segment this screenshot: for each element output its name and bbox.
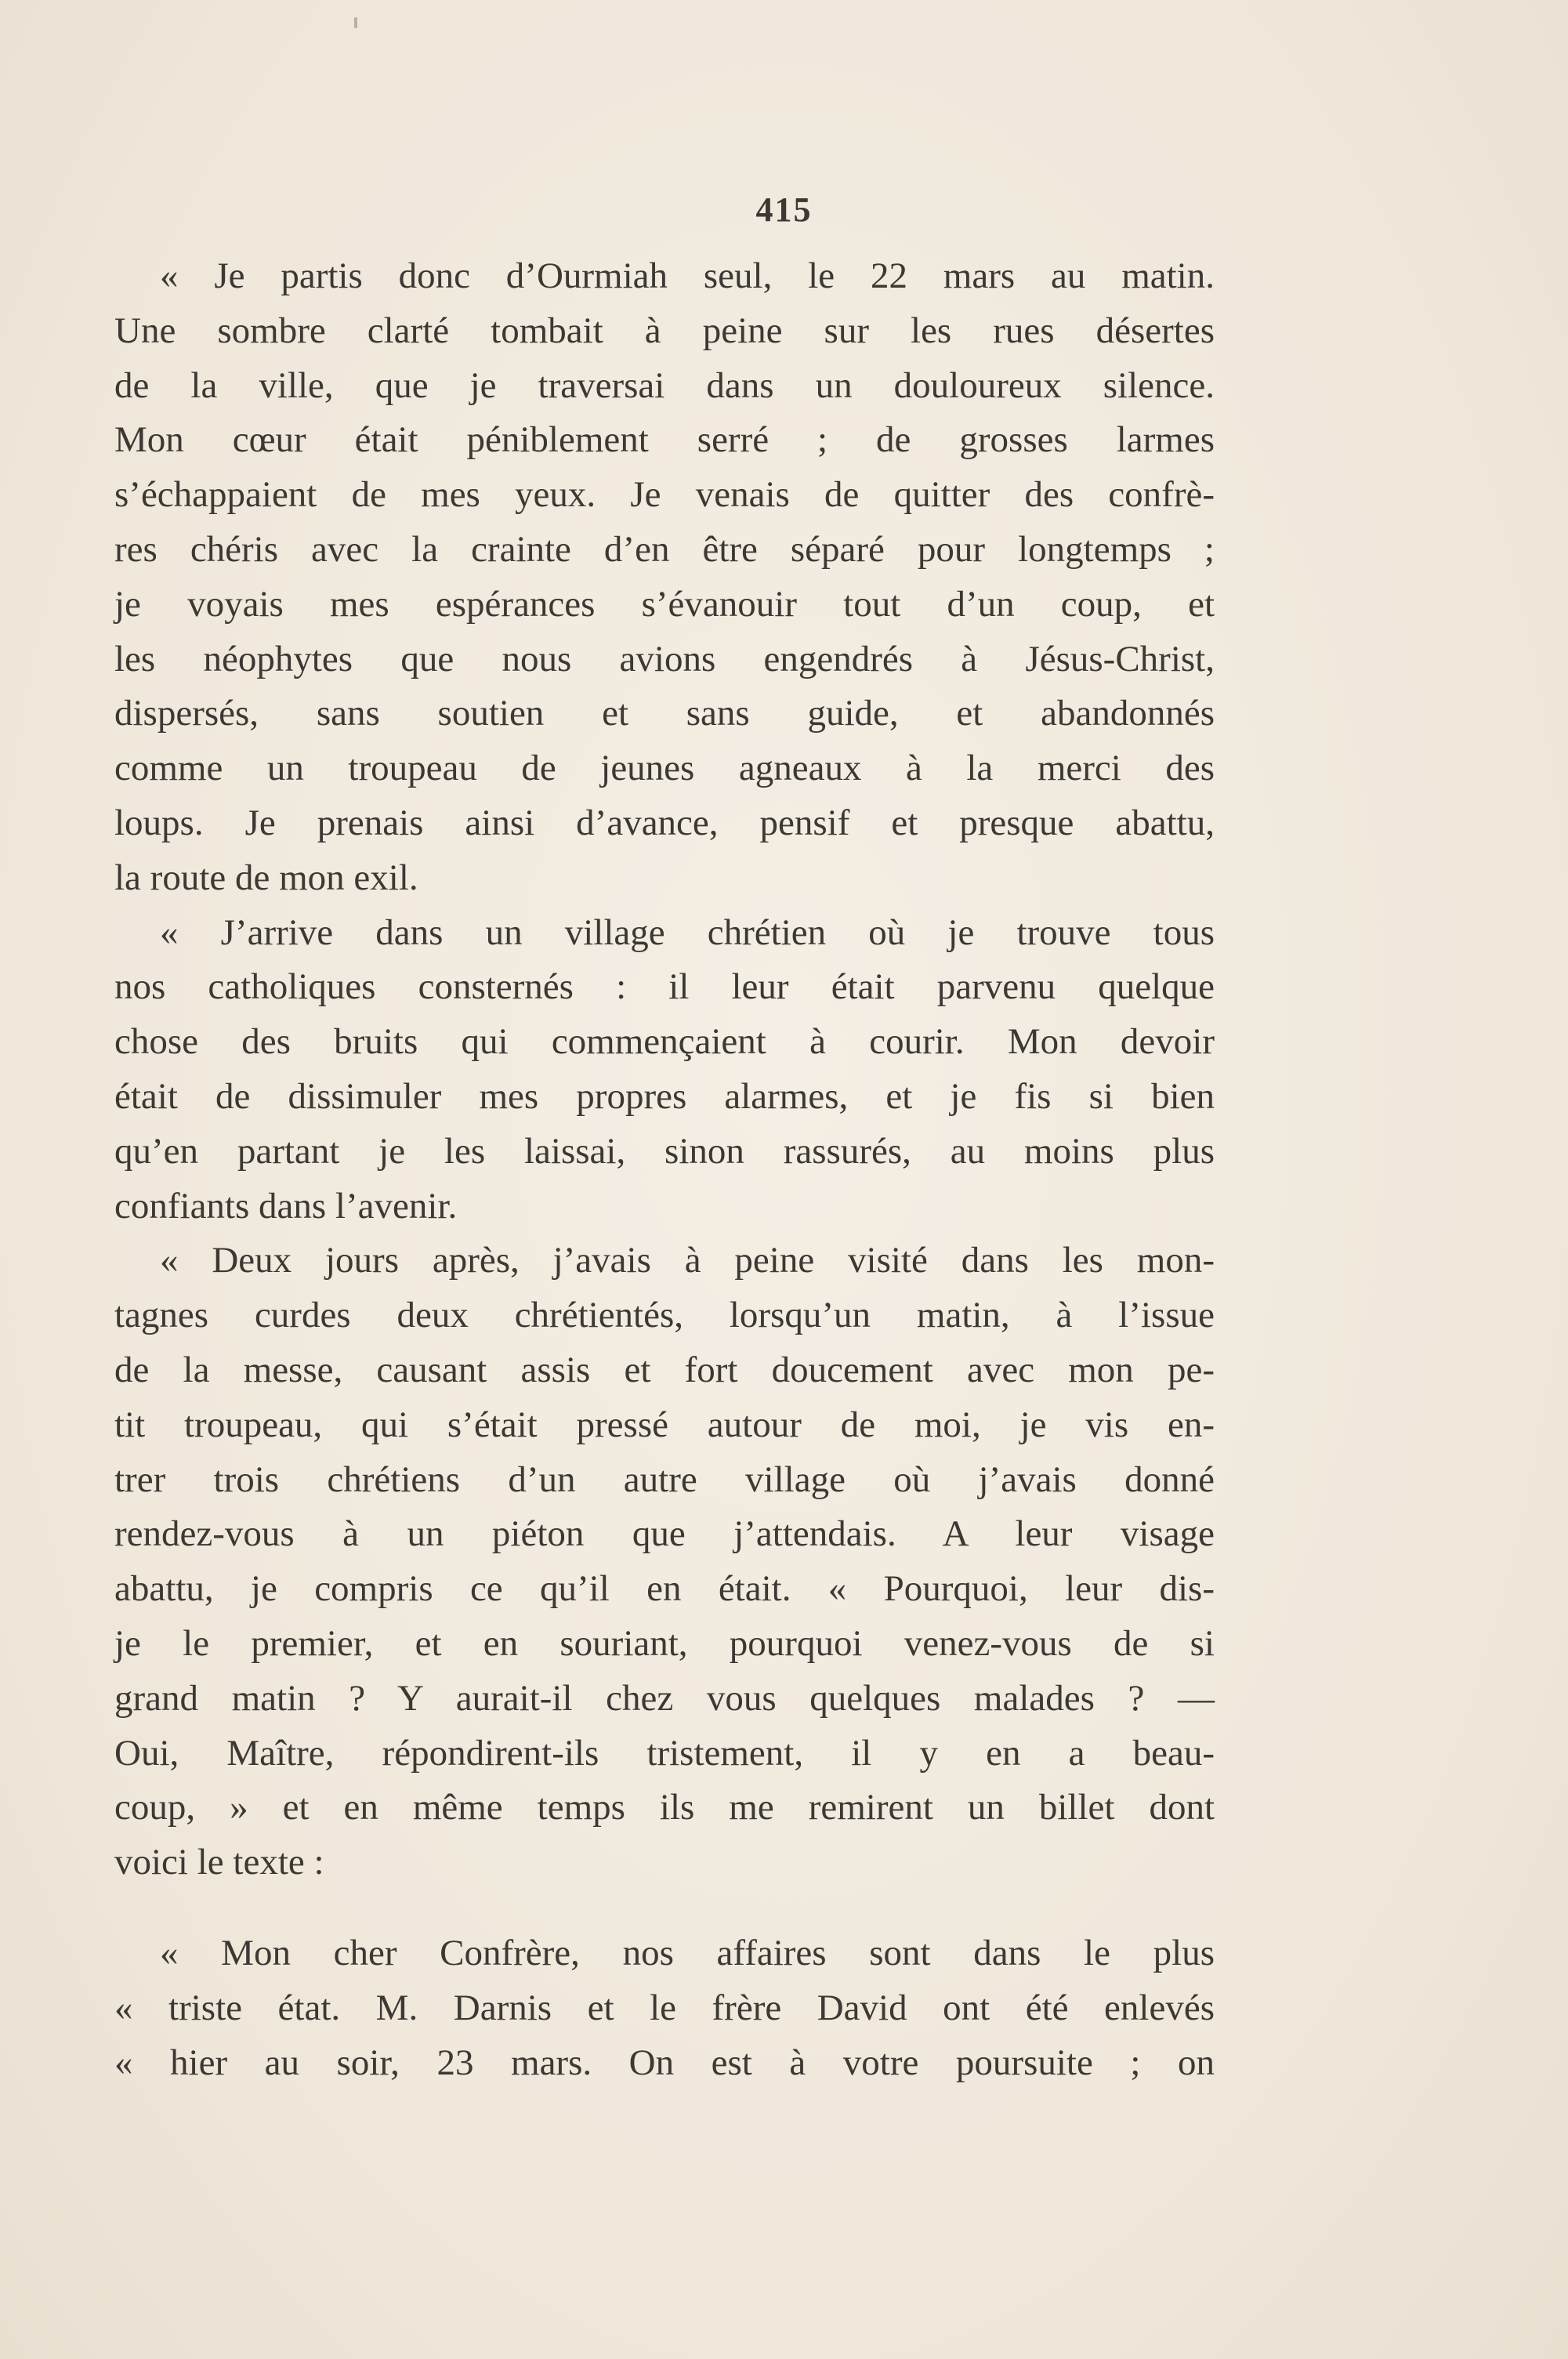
text-line: chose des bruits qui commençaient à courir. Mon devoir [114, 1021, 1215, 1063]
paragraph-1 [114, 249, 1215, 906]
text-line: je voyais mes espérances s’évanouir tout d’un coup, et [114, 583, 1215, 625]
text-line: rendez-vous à un piéton que j’attendais. A leur visage [114, 1513, 1215, 1555]
text-line: je le premier, et en souriant, pourquoi venez-vous de si [114, 1622, 1215, 1664]
text-line: « triste état. M. Darnis et le frère David ont été enlevés [114, 1987, 1215, 2028]
text-line: trer trois chrétiens d’un autre village où j’avais donné [114, 1459, 1215, 1500]
body-text [114, 249, 1215, 2090]
text-line: les néophytes que nous avions engendrés à Jésus-Christ, [114, 638, 1215, 679]
text-line: Une sombre clarté tombait à peine sur les rues désertes [114, 310, 1215, 351]
text-line: Mon cœur était péniblement serré ; de grosses larmes [114, 419, 1215, 461]
text-line: res chéris avec la crainte d’en être séparé pour longtemps ; [114, 528, 1215, 570]
text-line: qu’en partant je les laissai, sinon rassurés, au moins plus [114, 1130, 1215, 1172]
paper-speck [354, 17, 357, 28]
text-line: coup, » et en même temps ils me remirent un billet dont [114, 1787, 1215, 1828]
text-line: « hier au soir, 23 mars. On est à votre poursuite ; on [114, 2042, 1215, 2083]
paragraph-gap [114, 1890, 1215, 1926]
text-line: abattu, je compris ce qu’il en était. « Pourquoi, leur dis- [114, 1568, 1215, 1610]
text-line: s’échappaient de mes yeux. Je venais de quitter des confrè- [114, 474, 1215, 516]
page-number: 415 [755, 190, 813, 229]
text-line: « J’arrive dans un village chrétien où je trouve tous [160, 911, 1215, 953]
text-line: comme un troupeau de jeunes agneaux à la merci des [114, 748, 1215, 789]
text-line: grand matin ? Y aurait-il chez vous quelques malades ? — [114, 1677, 1215, 1719]
text-line: nos catholiques consternés : il leur était parvenu quelque [114, 966, 1215, 1008]
text-line: « Deux jours après, j’avais à peine visité dans les mon- [160, 1240, 1215, 1281]
text-line: de la messe, causant assis et fort doucement avec mon pe- [114, 1349, 1215, 1390]
text-line: tagnes curdes deux chrétientés, lorsqu’un matin, à l’issue [114, 1295, 1215, 1336]
text-line: voici le texte : [114, 1842, 324, 1883]
text-line: était de dissimuler mes propres alarmes, et je fis si bien [114, 1075, 1215, 1117]
quoted-letter [114, 1926, 1215, 2090]
paragraph-2 [114, 906, 1215, 1234]
text-line: dispersés, sans soutien et sans guide, et abandonnés [114, 693, 1215, 734]
paragraph-3 [114, 1234, 1215, 1890]
text-line: confiants dans l’avenir. [114, 1185, 458, 1227]
text-line: de la ville, que je traversai dans un douloureux silence. [114, 364, 1215, 406]
text-line: la route de mon exil. [114, 857, 418, 898]
text-line: « Je partis donc d’Ourmiah seul, le 22 mars au matin. [160, 255, 1215, 296]
text-line: tit troupeau, qui s’était pressé autour de moi, je vis en- [114, 1404, 1215, 1445]
text-line: « Mon cher Confrère, nos affaires sont dans le plus [160, 1932, 1215, 1973]
text-line: Oui, Maître, répondirent-ils tristement, il y en a beau- [114, 1732, 1215, 1774]
text-line: loups. Je prenais ainsi d’avance, pensif et presque abattu, [114, 802, 1215, 843]
